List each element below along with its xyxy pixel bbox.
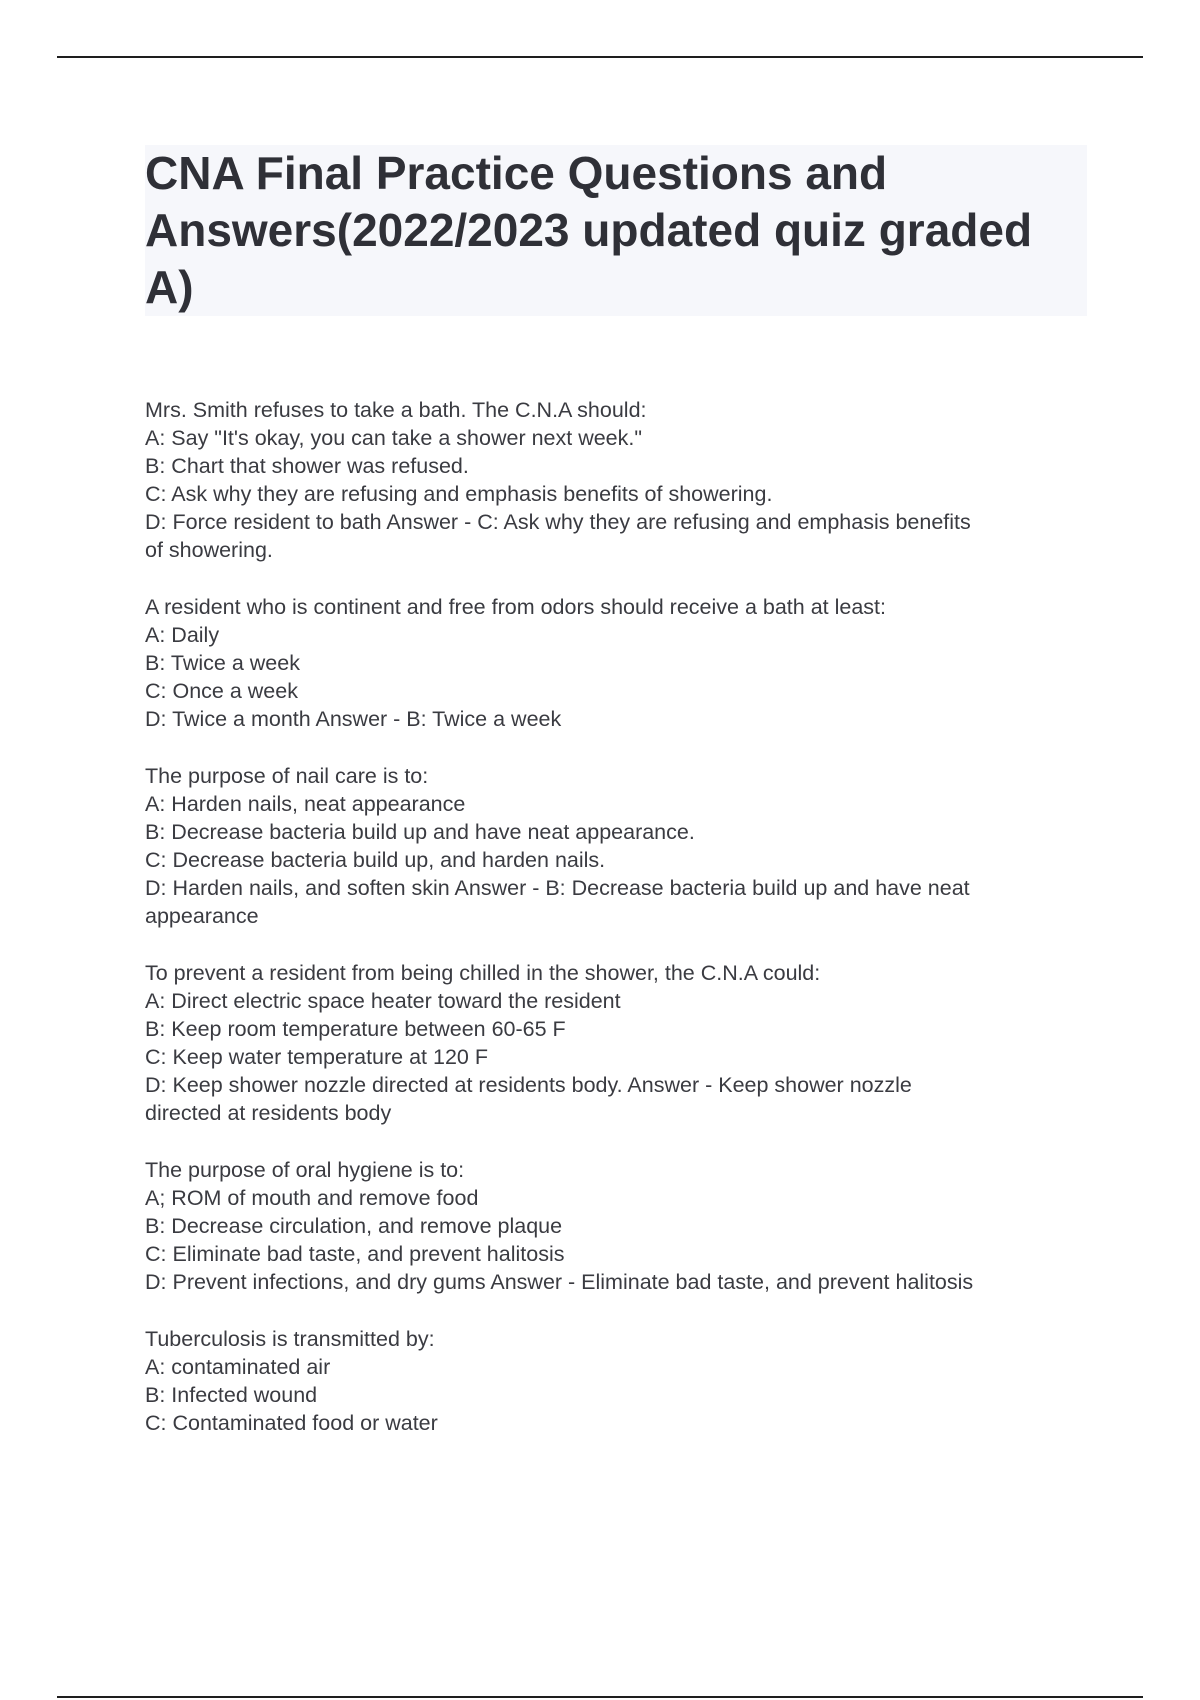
answer-option: D: Twice a month Answer - B: Twice a week [145, 707, 562, 731]
answer-option: A: Say "It's okay, you can take a shower next week." [145, 426, 642, 450]
answer-option: B: Decrease circulation, and remove plaque [145, 1214, 563, 1238]
answer-continuation: directed at residents body [145, 1101, 392, 1125]
answer-option: A: Daily [145, 623, 220, 647]
answer-option: D: Prevent infections, and dry gums Answer - Eliminate bad taste, and prevent halitosis [145, 1270, 974, 1294]
answer-option: D: Harden nails, and soften skin Answer - B: Decrease bacteria build up and have neat [145, 876, 970, 900]
question-text: The purpose of nail care is to: [145, 764, 429, 788]
answer-option: B: Twice a week [145, 651, 300, 675]
answer-option: C: Once a week [145, 679, 298, 703]
answer-option: B: Keep room temperature between 60-65 F [145, 1017, 566, 1041]
answer-option: D: Keep shower nozzle directed at residents body. Answer - Keep shower nozzle [145, 1073, 912, 1097]
answer-option: B: Chart that shower was refused. [145, 454, 469, 478]
answer-option: A; ROM of mouth and remove food [145, 1186, 479, 1210]
question-block [145, 959, 1085, 1127]
answer-continuation: appearance [145, 904, 259, 928]
question-text: Tuberculosis is transmitted by: [145, 1327, 435, 1351]
answer-option: D: Force resident to bath Answer - C: Ask why they are refusing and emphasis benefits [145, 510, 971, 534]
bottom-rule [57, 1696, 1143, 1698]
answer-option: A: Direct electric space heater toward the resident [145, 989, 621, 1013]
answer-option: B: Infected wound [145, 1383, 318, 1407]
answer-option: A: contaminated air [145, 1355, 331, 1379]
answer-continuation: of showering. [145, 538, 273, 562]
question-text: A resident who is continent and free from odors should receive a bath at least: [145, 595, 886, 619]
question-text: The purpose of oral hygiene is to: [145, 1158, 465, 1182]
answer-option: C: Eliminate bad taste, and prevent halitosis [145, 1242, 565, 1266]
question-block [145, 762, 1085, 930]
title-line: Answers(2022/2023 updated quiz graded [145, 204, 1033, 256]
question-block [145, 396, 1085, 564]
answer-option: C: Ask why they are refusing and emphasis benefits of showering. [145, 482, 773, 506]
question-block [145, 1156, 1085, 1296]
document-title [145, 145, 1087, 316]
title-line: CNA Final Practice Questions and [145, 147, 888, 199]
answer-option: A: Harden nails, neat appearance [145, 792, 466, 816]
answer-option: C: Keep water temperature at 120 F [145, 1045, 488, 1069]
top-rule [57, 56, 1143, 58]
questions-list [145, 396, 1085, 1466]
answer-option: C: Decrease bacteria build up, and harden nails. [145, 848, 606, 872]
question-text: Mrs. Smith refuses to take a bath. The C.N.A should: [145, 398, 647, 422]
answer-option: B: Decrease bacteria build up and have neat appearance. [145, 820, 695, 844]
question-text: To prevent a resident from being chilled in the shower, the C.N.A could: [145, 961, 821, 985]
question-block [145, 593, 1085, 733]
title-line: A) [145, 261, 194, 313]
question-block [145, 1325, 1085, 1437]
answer-option: C: Contaminated food or water [145, 1411, 438, 1435]
